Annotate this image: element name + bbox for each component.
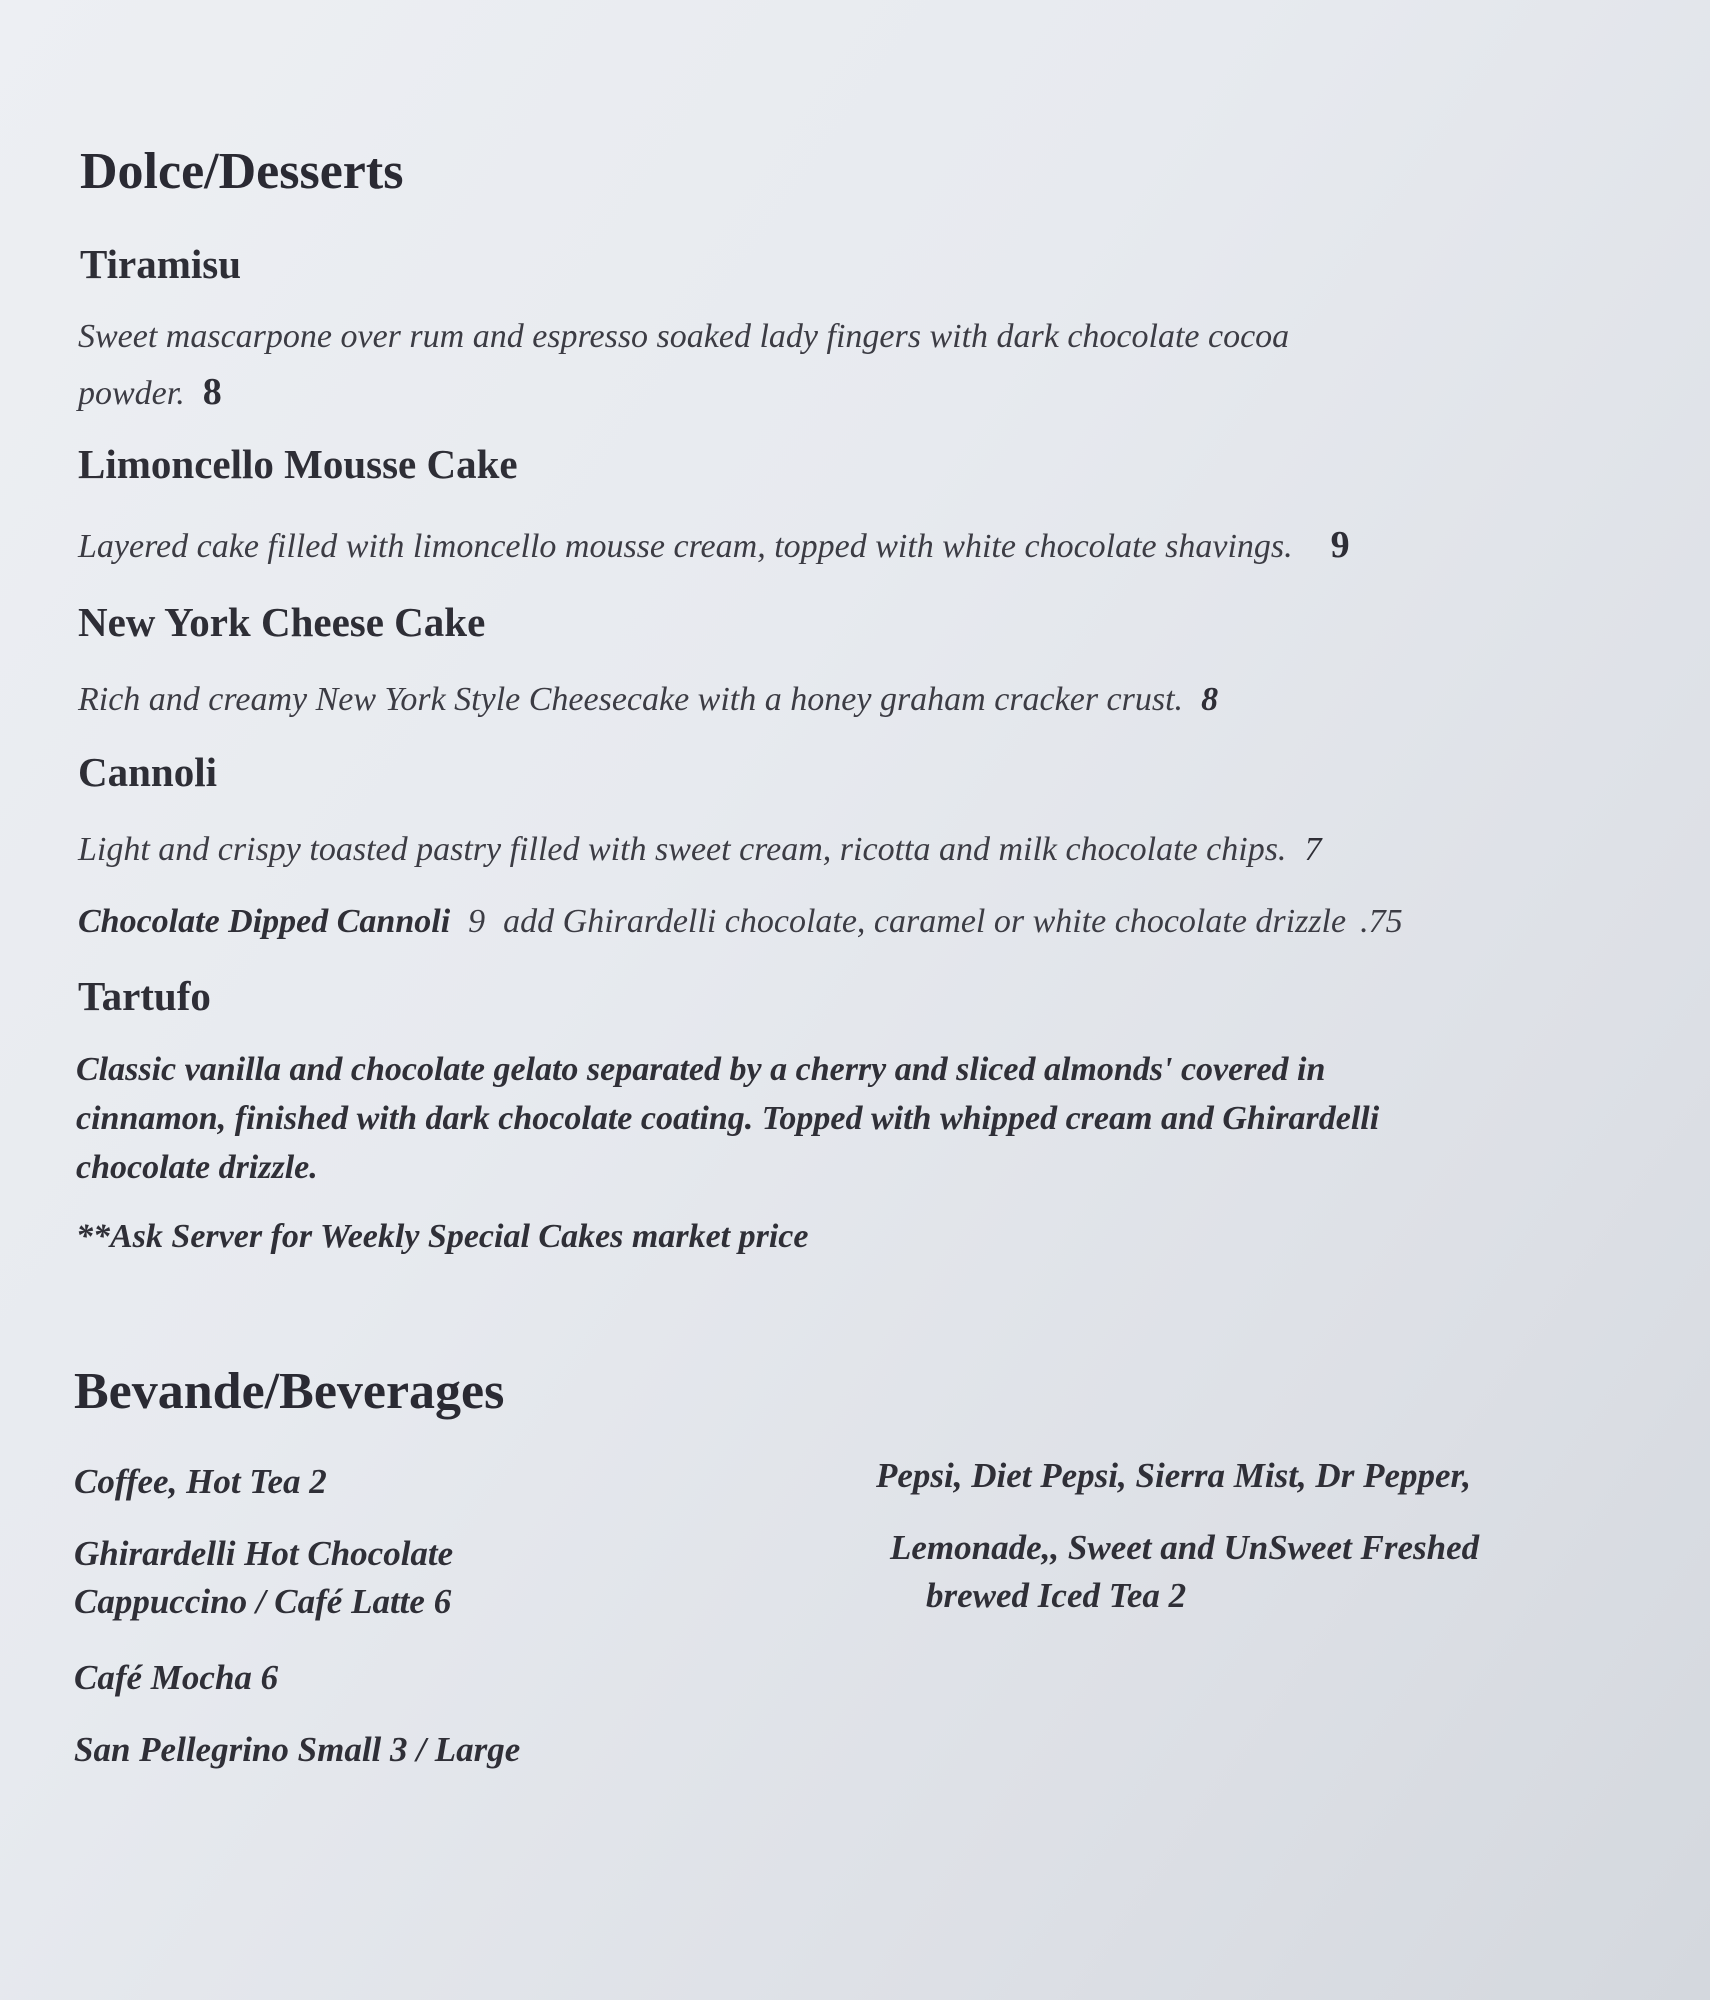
coffee-hot-tea: Coffee, Hot Tea 2 (74, 1462, 327, 1501)
lemonade-sweet-tea: Lemonade,, Sweet and UnSweet Freshed (890, 1528, 1480, 1567)
cannoli-description-text: Light and crispy toasted pastry filled with sweet cream, ricotta and milk chocolate chips. (78, 831, 1287, 868)
dipped-cannoli-addon: add Ghirardelli chocolate, caramel or white chocolate drizzle (503, 903, 1347, 940)
sodas: Pepsi, Diet Pepsi, Sierra Mist, Dr Pepper, (876, 1456, 1471, 1495)
cheesecake-title: New York Cheese Cake (78, 599, 486, 645)
dipped-cannoli-price: 9 (468, 903, 486, 940)
limoncello-price: 9 (1330, 524, 1350, 566)
dipped-cannoli-addon-price: .75 (1360, 903, 1403, 940)
desserts-section-title: Dolce/Desserts (80, 143, 404, 200)
tartufo-title: Tartufo (78, 973, 211, 1019)
san-pellegrino: San Pellegrino Small 3 / Large (74, 1730, 521, 1769)
tiramisu-description-line1: Sweet mascarpone over rum and espresso soaked lady fingers with dark chocolate cocoa (78, 318, 1290, 355)
cannoli-description (78, 823, 1321, 877)
beverages-section-title: Bevande/Beverages (74, 1363, 505, 1420)
special-cakes-note: **Ask Server for Weekly Special Cakes market price (76, 1218, 809, 1255)
cannoli-title: Cannoli (78, 749, 217, 795)
cannoli-price: 7 (1304, 831, 1322, 868)
brewed-iced-tea: brewed Iced Tea 2 (926, 1576, 1187, 1615)
limoncello-description (78, 518, 1350, 574)
tiramisu-title: Tiramisu (80, 241, 241, 287)
hot-chocolate: Ghirardelli Hot Chocolate (74, 1534, 454, 1573)
limoncello-description-text: Layered cake filled with limoncello mousse cream, topped with white chocolate shavings. (78, 528, 1293, 565)
tartufo-description-line3: chocolate drizzle. (76, 1149, 318, 1186)
tiramisu-description-line2 (78, 365, 222, 421)
tartufo-description-line2: cinnamon, finished with dark chocolate coating. Topped with whipped cream and Ghirardelli (76, 1100, 1380, 1137)
limoncello-title: Limoncello Mousse Cake (78, 441, 518, 487)
cheesecake-description-text: Rich and creamy New York Style Cheesecake with a honey graham cracker crust. (78, 681, 1184, 718)
cheesecake-price: 8 (1201, 681, 1219, 718)
dipped-cannoli-name: Chocolate Dipped Cannoli (78, 903, 451, 940)
tiramisu-price: 8 (202, 371, 222, 413)
cheesecake-description (78, 673, 1218, 727)
dipped-cannoli-line (78, 895, 1403, 949)
tiramisu-description-end: powder. (78, 375, 185, 412)
cappuccino-latte: Cappuccino / Café Latte 6 (74, 1582, 452, 1621)
cafe-mocha: Café Mocha 6 (74, 1658, 279, 1697)
tartufo-description-line1: Classic vanilla and chocolate gelato separated by a cherry and sliced almonds' covered in (76, 1051, 1326, 1088)
